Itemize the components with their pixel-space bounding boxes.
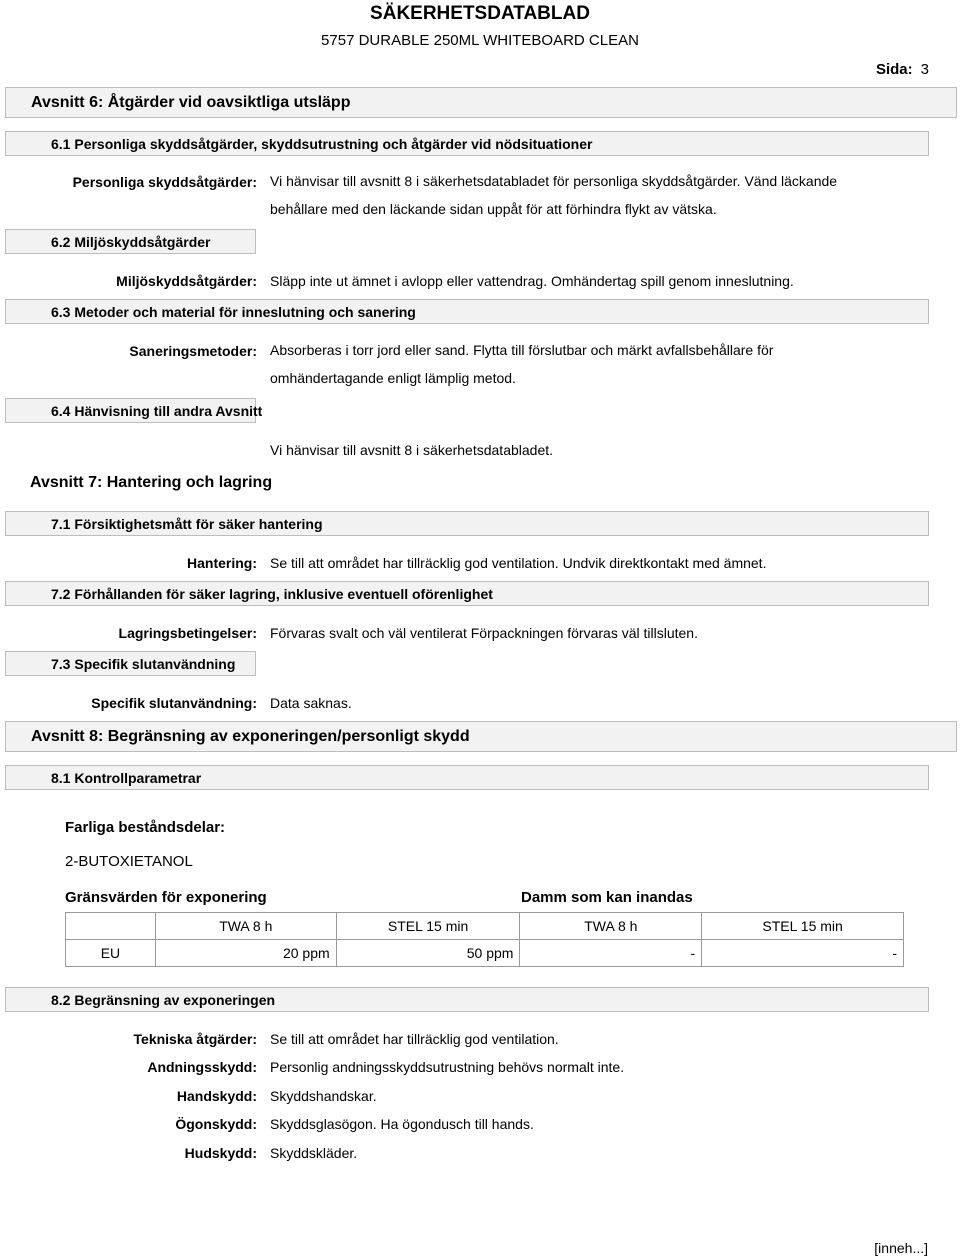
page-number: 3 xyxy=(920,61,929,78)
personal-protection-value: Vi hänvisar till avsnitt 8 i säkerhetsdatabladet för personliga skyddsåtgärder. Vänd läckande behållare med den läckande sidan uppåt för att förhindra flykt av vätska. xyxy=(270,173,838,217)
handling-value: Se till att området har tillräcklig god ventilation. Undvik direktkontakt med ämnet. xyxy=(270,555,767,571)
handling-label: Hantering: xyxy=(187,555,257,571)
skin-protection-value: Skyddskläder. xyxy=(270,1145,358,1161)
hand-protection-value: Skyddshandskar. xyxy=(270,1088,377,1104)
table-header-row xyxy=(66,913,904,940)
page-indicator xyxy=(876,61,929,78)
subsection-7-1-header xyxy=(5,511,929,536)
section-7-title: Avsnitt 7: Hantering och lagring xyxy=(30,474,273,491)
section-8-header xyxy=(5,721,957,752)
engineering-controls-value: Se till att området har tillräcklig god ventilation. xyxy=(270,1031,559,1047)
cleanup-value: Absorberas i torr jord eller sand. Flytta till förslutbar och märkt avfallsbehållare för omhändertagande enligt lämplig metod. xyxy=(270,342,774,386)
table-header-cell xyxy=(66,913,156,940)
engineering-controls-label: Tekniska åtgärder: xyxy=(133,1031,257,1047)
personal-protection-label: Personliga skyddsåtgärder: xyxy=(72,174,257,190)
continued-marker: [inneh...] xyxy=(874,1240,928,1256)
subsection-6-3-title: 6.3 Metoder och material för inneslutning och sanering xyxy=(51,304,416,320)
hazardous-components-label: Farliga beståndsdelar: xyxy=(65,819,226,836)
subsection-7-1-title: 7.1 Försiktighetsmått för säker hantering xyxy=(51,516,323,532)
table-cell: - xyxy=(702,940,904,967)
subsection-6-1-title: 6.1 Personliga skyddsåtgärder, skyddsutrustning och åtgärder vid nödsituationer xyxy=(51,136,593,152)
subsection-8-1-title: 8.1 Kontrollparametrar xyxy=(51,770,202,786)
table-header-cell: TWA 8 h xyxy=(520,913,702,940)
hand-protection-label: Handskydd: xyxy=(176,1088,257,1104)
table-row xyxy=(66,940,904,967)
subsection-6-2-title: 6.2 Miljöskyddsåtgärder xyxy=(51,234,211,250)
document-title: SÄKERHETSDATABLAD xyxy=(370,3,590,24)
substance-name: 2-BUTOXIETANOL xyxy=(65,853,193,870)
skin-protection-label: Hudskydd: xyxy=(184,1145,257,1161)
storage-value: Förvaras svalt och väl ventilerat Förpackningen förvaras väl tillsluten. xyxy=(270,625,698,641)
respirable-dust-heading: Damm som kan inandas xyxy=(521,889,693,906)
section-6-header xyxy=(5,87,957,118)
page-label: Sida: xyxy=(875,61,913,78)
subsection-7-3-header xyxy=(5,651,256,676)
subsection-7-2-header xyxy=(5,581,929,606)
respiratory-label: Andningsskydd: xyxy=(147,1059,257,1075)
subsection-8-1-header xyxy=(5,765,929,790)
subsection-6-1-header xyxy=(5,131,929,156)
storage-label: Lagringsbetingelser: xyxy=(118,625,257,641)
subsection-7-2-title: 7.2 Förhållanden för säker lagring, inklusive eventuell oförenlighet xyxy=(51,586,493,602)
environmental-label: Miljöskyddsåtgärder: xyxy=(116,273,257,289)
table-cell-region: EU xyxy=(66,940,156,967)
reference-value: Vi hänvisar till avsnitt 8 i säkerhetsdatabladet. xyxy=(270,442,554,458)
table-header-cell: STEL 15 min xyxy=(336,913,520,940)
subsection-6-2-header xyxy=(5,229,256,254)
environmental-value: Släpp inte ut ämnet i avlopp eller vattendrag. Omhändertag spill genom inneslutning. xyxy=(270,273,794,289)
eye-protection-value: Skyddsglasögon. Ha ögondusch till hands. xyxy=(270,1116,534,1132)
end-use-value: Data saknas. xyxy=(270,695,352,711)
table-header-cell: STEL 15 min xyxy=(702,913,904,940)
eye-protection-label: Ögonskydd: xyxy=(175,1116,257,1132)
table-cell: 20 ppm xyxy=(155,940,336,967)
subsection-8-2-title: 8.2 Begränsning av exponeringen xyxy=(51,992,276,1008)
respiratory-value: Personlig andningsskyddsutrustning behövs normalt inte. xyxy=(270,1059,625,1075)
cleanup-label: Saneringsmetoder: xyxy=(129,343,257,359)
table-cell: 50 ppm xyxy=(336,940,520,967)
section-8-title: Avsnitt 8: Begränsning av exponeringen/personligt skydd xyxy=(31,728,470,745)
subsection-7-3-title: 7.3 Specifik slutanvändning xyxy=(51,656,236,672)
section-6-title: Avsnitt 6: Åtgärder vid oavsiktliga utsläpp xyxy=(31,94,351,111)
subsection-8-2-header xyxy=(5,987,929,1012)
product-name: 5757 DURABLE 250ML WHITEBOARD CLEAN xyxy=(321,32,639,49)
exposure-limits-table xyxy=(65,912,904,967)
subsection-6-3-header xyxy=(5,299,929,324)
table-header-cell: TWA 8 h xyxy=(155,913,336,940)
subsection-6-4-title: 6.4 Hänvisning till andra Avsnitt xyxy=(51,403,263,419)
exposure-limits-heading: Gränsvärden för exponering xyxy=(65,889,267,906)
subsection-6-4-header xyxy=(5,398,263,423)
table-cell: - xyxy=(520,940,702,967)
end-use-label: Specifik slutanvändning: xyxy=(91,695,257,711)
